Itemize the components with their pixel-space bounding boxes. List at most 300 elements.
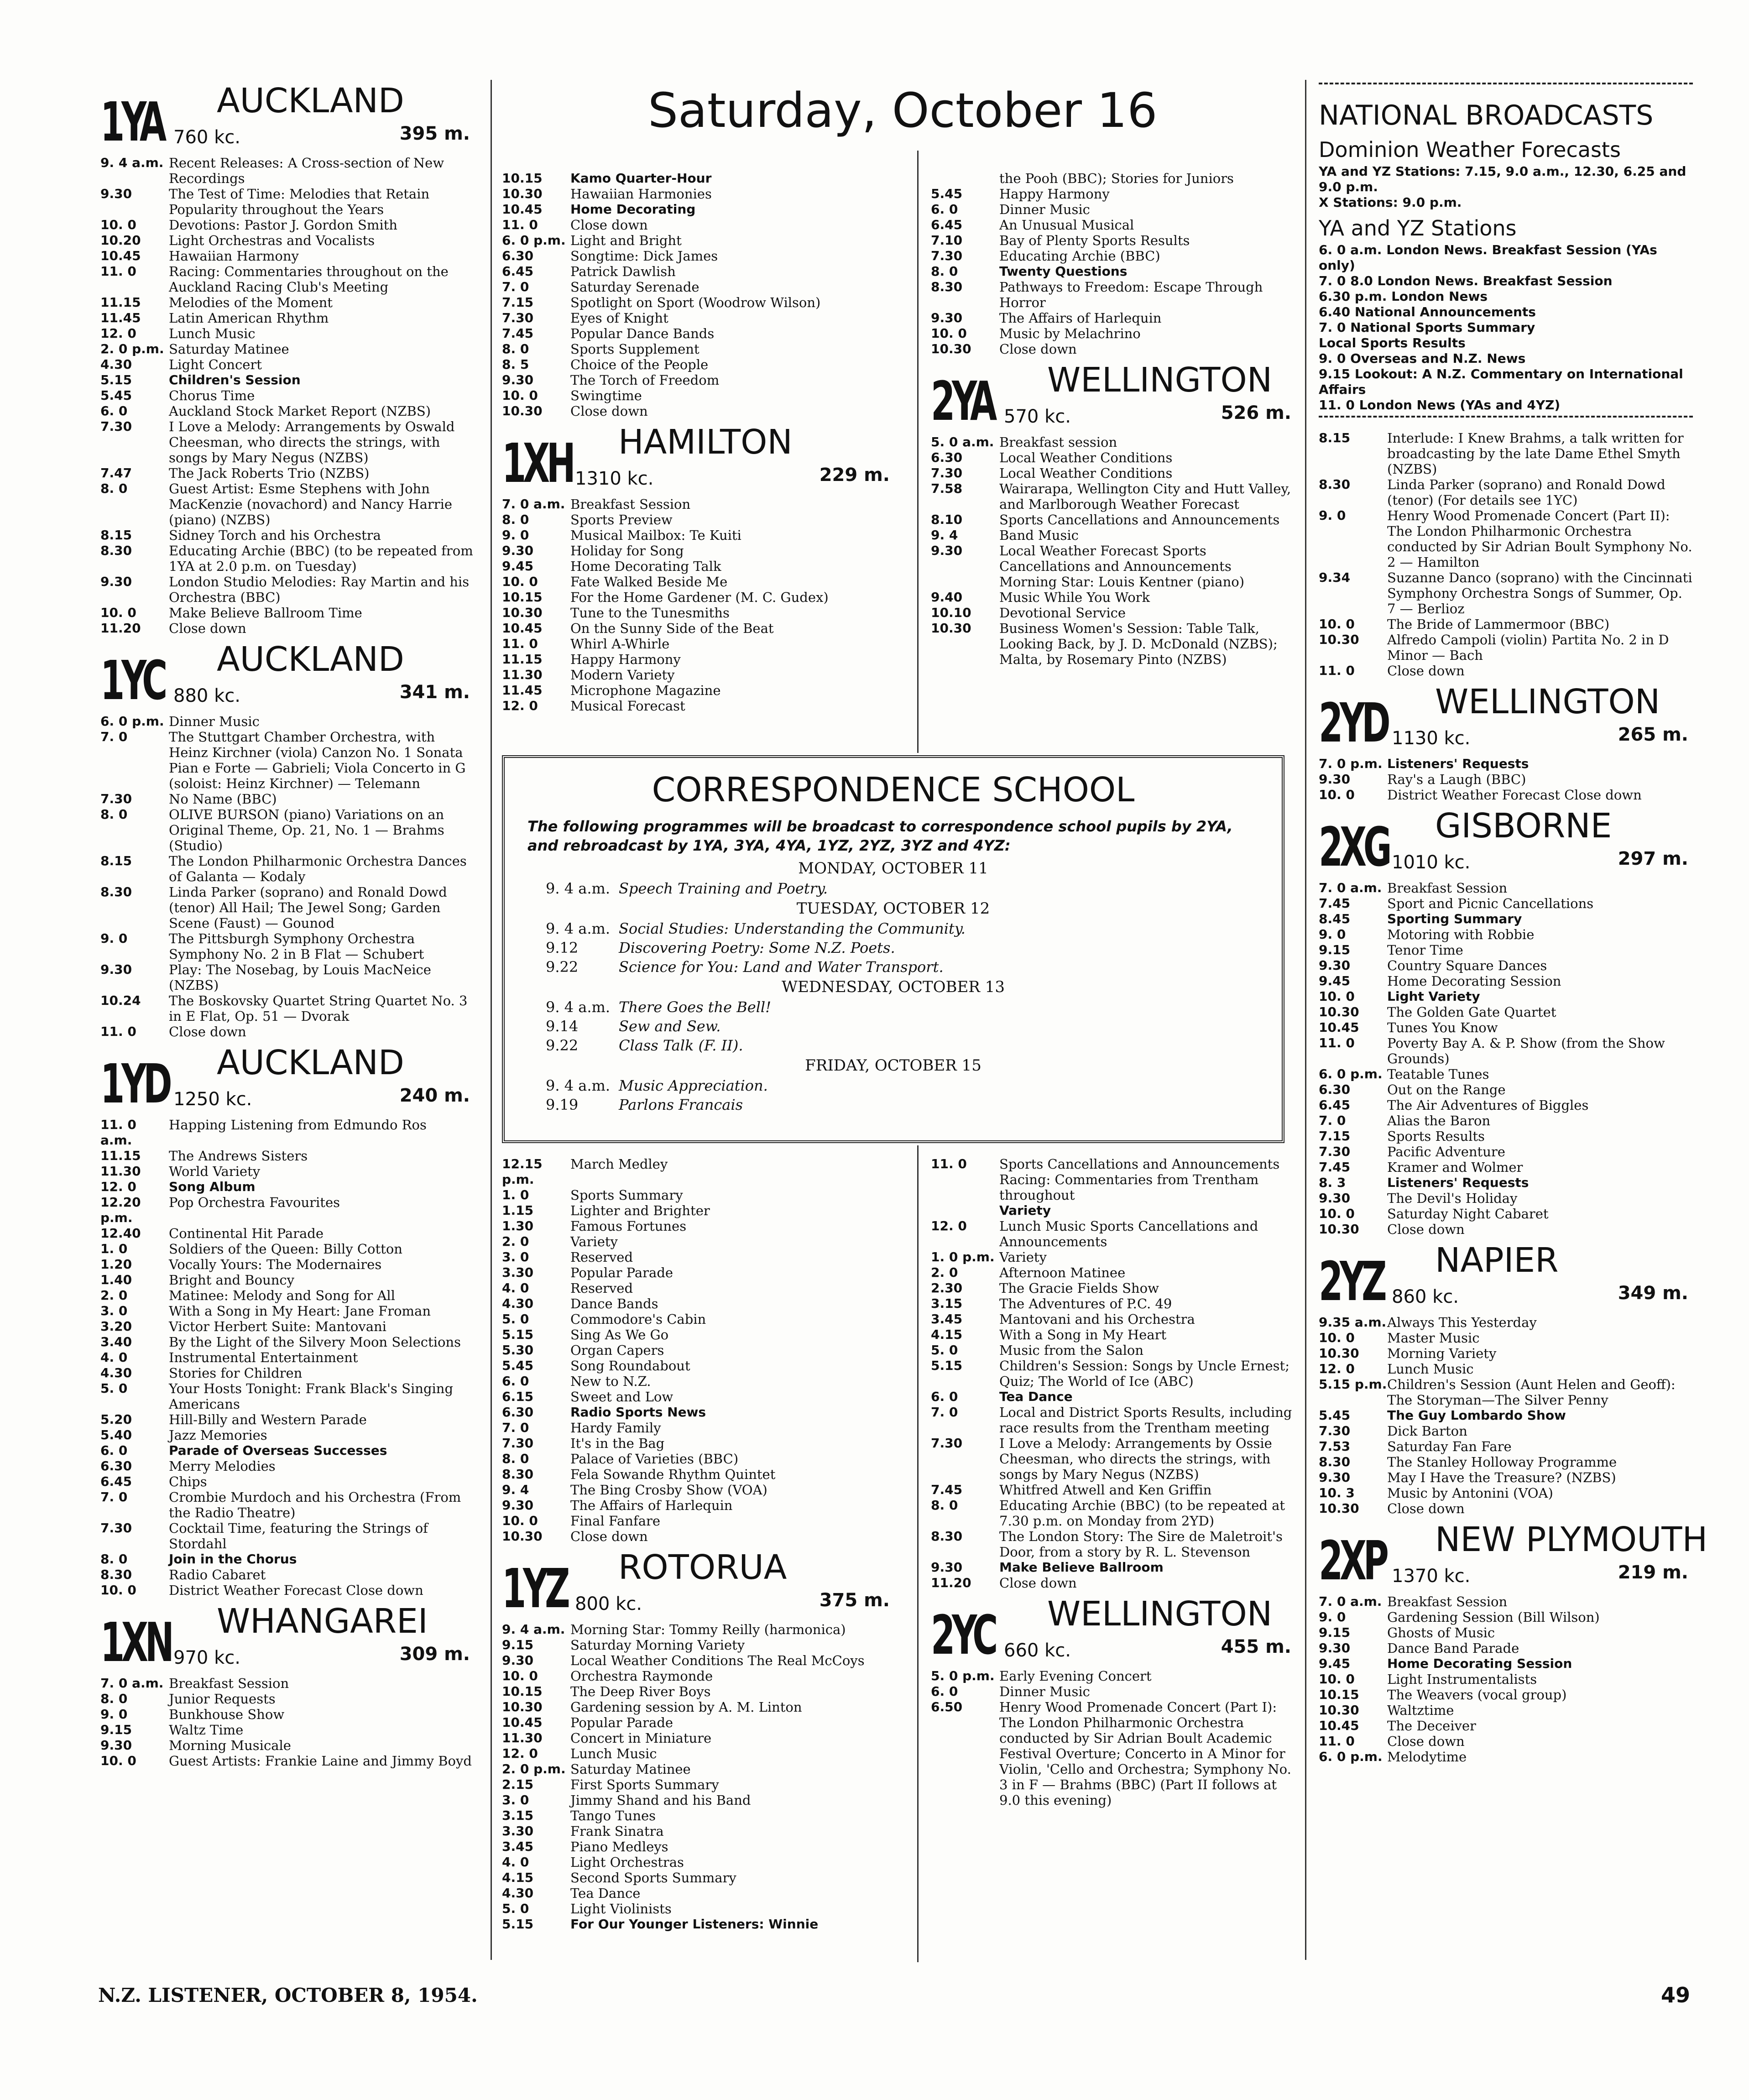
programme-time: 5.45 [931, 186, 963, 201]
correspondence-item [527, 938, 1259, 957]
programme-title: Your Hosts Tonight: Frank Black's Singing Americans [169, 1381, 454, 1412]
programme-entry [1319, 1175, 1693, 1191]
zigzag-rule [1319, 83, 1693, 91]
programme-entry [502, 1917, 894, 1932]
programme-entry [100, 714, 475, 729]
station-frequency: 1130 kc. [1392, 727, 1471, 749]
programme-entry [931, 310, 1296, 326]
programme-time: 9. 4 [502, 1482, 529, 1497]
programme-entry [1319, 772, 1693, 787]
programme-time: 7.30 [1319, 1144, 1351, 1159]
programme-title: Home Decorating Session [1387, 1656, 1572, 1671]
programme-title: Dance Bands [570, 1296, 658, 1311]
programme-entry [100, 1334, 475, 1350]
programme-title: Patrick Dawlish [570, 264, 676, 279]
programme-entry [502, 1358, 894, 1374]
programme-time: 9.45 [1319, 1656, 1351, 1671]
programme-time: 6. 0 [931, 1684, 958, 1699]
programme-time: 8.30 [931, 1529, 963, 1544]
programme-time: 10.30 [1319, 1702, 1359, 1718]
programme-title: March Medley [570, 1156, 668, 1172]
programme-time: 10. 0 [931, 326, 967, 341]
programme-entry [1319, 927, 1693, 942]
programme-entry [502, 1218, 894, 1234]
programme-entry [502, 1699, 894, 1715]
programme-title: Bunkhouse Show [169, 1707, 285, 1722]
programme-time: 3.40 [100, 1334, 132, 1349]
programme-time: 6. 0 p.m. [1319, 1749, 1383, 1764]
programme-entry [502, 186, 894, 202]
programme-entry [1319, 477, 1693, 508]
correspondence-school-box [502, 755, 1284, 1143]
programme-title: Guest Artists: Frankie Laine and Jimmy Boyd [169, 1753, 472, 1769]
programme-title: Close down [999, 341, 1077, 357]
programme-time [931, 171, 999, 186]
programme-entry [931, 1280, 1296, 1296]
programme-entry [1319, 1206, 1693, 1222]
programme-time: 10.45 [502, 1715, 543, 1730]
programme-time: 5.45 [1319, 1407, 1351, 1423]
programme-title: Lunch Music [1387, 1361, 1474, 1377]
programme-title: Spotlight on Sport (Woodrow Wilson) [570, 295, 821, 310]
programme-entry [931, 621, 1296, 667]
programme-time: 10. 0 [1319, 1330, 1355, 1345]
correspondence-time: 9.22 [546, 958, 579, 976]
programme-title: May I Have the Treasure? (NZBS) [1387, 1469, 1616, 1485]
programme-time: 3.15 [502, 1808, 534, 1823]
station-call-sign: 2XG [1319, 815, 1389, 878]
programme-entry [502, 1808, 894, 1823]
programme-time: 9.15 [502, 1637, 534, 1652]
programme-time: 1. 0 [100, 1241, 128, 1256]
programme-title: Local and District Sports Results, including race results from the Trentham meeting [999, 1405, 1292, 1436]
programme-entry [502, 543, 894, 559]
station-call-sign: 1YA [100, 90, 163, 153]
station-frequency: 970 kc. [173, 1647, 240, 1668]
programme-title: Chorus Time [169, 388, 255, 403]
programme-time: 8. 0 [100, 807, 128, 822]
programme-title: Sidney Torch and his Orchestra [169, 528, 381, 543]
programme-entry [502, 528, 894, 543]
programme-entry [502, 1420, 894, 1436]
programme-title: Tea Dance [999, 1389, 1073, 1404]
station-wavelength: 526 m. [1221, 402, 1291, 423]
programme-title: Song Roundabout [570, 1358, 690, 1374]
programme-entry [502, 310, 894, 326]
station-frequency: 760 kc. [173, 127, 240, 148]
programme-entry [1319, 616, 1693, 632]
programme-time: 7.30 [931, 248, 963, 263]
station-frequency: 860 kc. [1392, 1286, 1459, 1307]
programme-time: 7.47 [100, 465, 132, 481]
programme-title: Songtime: Dick James [570, 248, 718, 264]
programme-time: 10. 0 [1319, 1671, 1355, 1687]
programme-time: 6.30 [1319, 1081, 1351, 1097]
programme-title: Saturday Night Cabaret [1387, 1206, 1549, 1222]
programme-entry [502, 1730, 894, 1746]
programme-entry [502, 1777, 894, 1792]
programme-time: 7. 0 a.m. [100, 1676, 164, 1691]
programme-title: Master Music [1387, 1330, 1480, 1346]
programme-title: Jazz Memories [169, 1427, 267, 1443]
programme-title: Microphone Magazine [570, 683, 721, 698]
programme-entry [100, 1272, 475, 1288]
programme-entry [931, 1265, 1296, 1280]
station-block [100, 1604, 475, 1769]
station-call-sign: 2YA [931, 370, 994, 433]
programme-time [931, 1203, 999, 1218]
programme-title: I Love a Melody: Arrangements by Ossie Cheesman, who directs the strings, with songs by Mary Negus (NZBS) [999, 1436, 1272, 1482]
programme-time: 12. 0 [1319, 1361, 1355, 1376]
programme-title: Close down [1387, 663, 1465, 679]
programme-entry [931, 1249, 1296, 1265]
programme-entry [502, 698, 894, 714]
correspondence-time: 9. 4 a.m. [546, 998, 610, 1016]
programme-time: 8.15 [1319, 430, 1351, 445]
programme-time: 3.30 [502, 1823, 534, 1839]
programme-time: 5.15 [100, 372, 132, 387]
programme-title: Close down [999, 1575, 1077, 1591]
programme-title: Variety [999, 1203, 1051, 1218]
programme-title: Happy Harmony [570, 652, 681, 667]
programme-time: 5.15 [931, 1358, 963, 1373]
programme-title: District Weather Forecast Close down [1387, 787, 1642, 803]
programme-title: Musical Forecast [570, 698, 685, 714]
programme-title: Sports Cancellations and Announcements [999, 1156, 1280, 1172]
programme-time: 6. 0 [100, 1443, 128, 1458]
programme-title: Racing: Commentaries throughout on the Auckland Racing Club's Meeting [169, 264, 449, 295]
programme-time: 9.15 [100, 1722, 132, 1737]
programme-time: 8. 0 [931, 264, 958, 279]
programme-title: World Variety [169, 1164, 261, 1179]
programme-time: 8. 0 [502, 512, 529, 527]
programme-title: Light Orchestras [570, 1854, 684, 1870]
programme-entry [1319, 989, 1693, 1004]
programme-time: 10. 0 [100, 605, 136, 620]
programme-entry [1319, 1640, 1693, 1656]
programme-title: The Bride of Lammermoor (BBC) [1387, 616, 1610, 632]
programme-entry [931, 590, 1296, 605]
programme-entry [100, 1117, 475, 1148]
programme-time: 7. 0 [1319, 1113, 1346, 1128]
station-header [931, 360, 1296, 433]
programme-entry [502, 372, 894, 388]
programme-entry [100, 1707, 475, 1722]
programme-title: Jimmy Shand and his Band [570, 1792, 751, 1808]
programme-time: 7.30 [100, 1520, 132, 1536]
programme-time: 10. 0 [100, 1583, 136, 1598]
programme-time: 7.15 [502, 295, 534, 310]
programme-title: Reserved [570, 1249, 633, 1265]
programme-entry [502, 1436, 894, 1451]
programme-time: 5.30 [502, 1343, 534, 1358]
programme-title: Morning Star: Louis Kentner (piano) [999, 574, 1245, 590]
programme-time: 6. 0 [931, 1389, 958, 1404]
programme-title: The Golden Gate Quartet [1387, 1004, 1556, 1020]
programme-title: Waltztime [1387, 1702, 1454, 1718]
programme-title: Junior Requests [169, 1691, 276, 1707]
programme-title: Morning Variety [1387, 1345, 1497, 1361]
programme-title: Merry Melodies [169, 1458, 276, 1474]
station-city: ROTORUA [618, 1548, 787, 1587]
programme-time: 11. 0 [502, 217, 538, 232]
programme-entry [931, 465, 1296, 481]
programme-entry [100, 1226, 475, 1241]
programme-title: Tune to the Tunesmiths [570, 605, 730, 621]
programme-time: 6.30 [100, 1458, 132, 1473]
programme-time: 4.30 [502, 1296, 534, 1311]
programme-title: Second Sports Summary [570, 1870, 736, 1886]
programme-entry [502, 1187, 894, 1203]
programme-time: 6.45 [502, 264, 534, 279]
station-call-sign: 1YD [100, 1052, 169, 1115]
programme-time: 7. 0 [502, 279, 529, 294]
programme-title: Sports Summary [570, 1187, 683, 1203]
programme-title: Dinner Music [999, 1684, 1090, 1699]
footer-issue: N.Z. LISTENER, OCTOBER 8, 1954. [98, 1984, 478, 2006]
programme-time: 10.30 [502, 1699, 543, 1714]
station-call-sign: 1YZ [502, 1557, 567, 1620]
programme-time: 2. 0 [100, 1288, 128, 1303]
programme-entry [1319, 430, 1693, 477]
programme-title: The Stanley Holloway Programme [1387, 1454, 1617, 1470]
programme-time: 12.40 [100, 1226, 141, 1241]
column-rule [491, 80, 492, 1960]
programme-time: 10. 0 [502, 388, 538, 403]
programme-entry [502, 652, 894, 667]
programme-title: With a Song in My Heart [999, 1327, 1167, 1343]
programme-title: Bright and Bouncy [169, 1272, 295, 1288]
programme-time: 7.30 [100, 419, 132, 434]
programme-time: 1.15 [502, 1203, 534, 1218]
programme-title: The Deep River Boys [570, 1684, 711, 1699]
programme-entry [502, 1792, 894, 1808]
programme-time: 7.30 [502, 1436, 534, 1451]
programme-title: Hawaiian Harmony [169, 248, 299, 264]
programme-title: Frank Sinatra [570, 1823, 664, 1839]
programme-entry [1319, 1222, 1693, 1237]
programme-entry [1319, 1315, 1693, 1330]
programme-entry [502, 1823, 894, 1839]
programme-title: Educating Archie (BBC) (to be repeated from 1YA at 2.0 p.m. on Tuesday) [169, 543, 473, 574]
programme-time: 10.45 [100, 248, 141, 263]
correspondence-programme: There Goes the Bell! [619, 998, 772, 1016]
programme-title: Afternoon Matinee [999, 1265, 1126, 1280]
programme-title: Close down [1387, 1221, 1465, 1237]
programme-entry [100, 1365, 475, 1381]
programme-entry [502, 1870, 894, 1886]
programme-entry [1319, 1501, 1693, 1516]
programme-time: 8. 0 [100, 481, 128, 496]
programme-time: 1.40 [100, 1272, 132, 1287]
programme-entry [931, 434, 1296, 450]
programme-time: 6.50 [931, 1699, 963, 1714]
programme-entry [931, 1172, 1296, 1203]
programme-time: 8.45 [1319, 911, 1351, 926]
programme-title: Music While You Work [999, 590, 1150, 605]
programme-entry [931, 1482, 1296, 1498]
programme-time: 11.30 [100, 1164, 141, 1179]
programme-title: Melodytime [1387, 1749, 1467, 1765]
station-frequency: 1370 kc. [1392, 1565, 1471, 1587]
programme-title: Suzanne Danco (soprano) with the Cincinnati Symphony Orchestra Songs of Summer, Op. 7 — Berlioz [1387, 569, 1692, 616]
national-item: 9. 0 Overseas and N.Z. News [1319, 350, 1526, 366]
programme-entry [502, 1886, 894, 1901]
column-1 [100, 78, 475, 1769]
programme-entry [100, 1691, 475, 1707]
programme-time: 11.20 [931, 1575, 971, 1590]
station-header [931, 1594, 1296, 1666]
programme-title: Lunch Music Sports Cancellations and Announcements [999, 1218, 1258, 1249]
programme-title: Commodore's Cabin [570, 1311, 706, 1327]
programme-time: 9.30 [1319, 957, 1351, 973]
station-block [931, 171, 1296, 357]
programme-entry [931, 1498, 1296, 1529]
programme-time: 7.45 [1319, 895, 1351, 911]
station-block [502, 1156, 894, 1544]
programme-entry [502, 1513, 894, 1529]
national-item: Local Sports Results [1319, 335, 1466, 350]
programme-time: 3.20 [100, 1319, 132, 1334]
programme-entry [100, 791, 475, 807]
programme-title: District Weather Forecast Close down [169, 1583, 423, 1598]
programme-title: Close down [1387, 1733, 1465, 1749]
programme-time: 3. 0 [100, 1303, 128, 1318]
programme-title: Breakfast Session [570, 496, 691, 512]
programme-entry [100, 1489, 475, 1520]
programme-title: Musical Mailbox: Te Kuiti [570, 528, 741, 543]
programme-title: Guest Artist: Esme Stephens with John MacKenzie (novachord) and Nancy Harrie (piano) (NZBS) [169, 481, 453, 528]
programme-entry [931, 217, 1296, 233]
programme-time: 8.30 [100, 543, 132, 558]
programme-entry [931, 1529, 1296, 1560]
programme-time: 7. 0 a.m. [1319, 1593, 1382, 1609]
programme-entry [100, 1148, 475, 1164]
programme-title: Ray's a Laugh (BBC) [1387, 771, 1526, 787]
programme-entry [1319, 1470, 1693, 1485]
programme-time: 5. 0 p.m. [931, 1668, 995, 1683]
programme-time: 9.30 [502, 1498, 534, 1513]
programme-time: 6.30 [502, 248, 534, 263]
programme-time: 5.15 p.m. [1319, 1376, 1387, 1392]
programme-title: Fate Walked Beside Me [570, 574, 728, 590]
programme-time: 9.30 [1319, 1190, 1351, 1206]
programme-entry [931, 528, 1296, 543]
programme-entry [502, 512, 894, 528]
station-wavelength: 219 m. [1618, 1562, 1688, 1583]
programme-time: 6. 0 [502, 1374, 529, 1389]
programme-entry [100, 1288, 475, 1303]
programme-title: Radio Cabaret [169, 1567, 266, 1583]
station-city: WELLINGTON [1047, 1594, 1273, 1634]
correspondence-title: CORRESPONDENCE SCHOOL [652, 770, 1135, 810]
national-title: NATIONAL BROADCASTS [1319, 99, 1654, 131]
programme-title: Early Evening Concert [999, 1668, 1152, 1684]
programme-entry [502, 1203, 894, 1218]
programme-entry [502, 1684, 894, 1699]
programme-title: New to N.Z. [570, 1374, 651, 1389]
programme-time: 5.45 [100, 388, 132, 403]
programme-time: 11. 0 a.m. [100, 1117, 136, 1148]
correspondence-days [527, 858, 1259, 1114]
national-item: 7. 0 National Sports Summary [1319, 319, 1535, 335]
programme-time: 4.30 [100, 357, 132, 372]
programme-title: First Sports Summary [570, 1777, 719, 1792]
programme-time: 10.30 [502, 403, 543, 418]
programme-entry [100, 1195, 475, 1226]
programme-time: 10.20 [100, 233, 141, 248]
programme-entry [100, 1738, 475, 1753]
station-frequency: 660 kc. [1004, 1640, 1071, 1661]
programme-time: 2. 0 p.m. [100, 341, 164, 356]
programme-entry [100, 217, 475, 233]
station-frequency: 570 kc. [1004, 406, 1071, 427]
correspondence-programme: Discovering Poetry: Some N.Z. Poets. [619, 939, 895, 957]
programme-entry [100, 605, 475, 621]
station-wavelength: 455 m. [1221, 1636, 1291, 1657]
programme-time: 11. 0 [1319, 663, 1355, 678]
programme-entry [100, 1257, 475, 1272]
programme-entry [100, 931, 475, 962]
programme-title: Hill-Billy and Western Parade [169, 1412, 367, 1427]
programme-time: 11.30 [502, 1730, 543, 1745]
programme-title: Recent Releases: A Cross-section of New Recordings [169, 155, 444, 186]
programme-time: 1.20 [100, 1257, 132, 1272]
programme-time: 11.45 [502, 683, 543, 698]
programme-title: Local Weather Forecast Sports Cancellations and Announcements [999, 543, 1232, 574]
programme-title: Victor Herbert Suite: Mantovani [169, 1319, 386, 1334]
programme-time: 4.15 [502, 1870, 534, 1885]
programme-entry [1319, 632, 1693, 663]
programme-entry [100, 1474, 475, 1489]
programme-entry [1319, 1594, 1693, 1609]
station-wavelength: 297 m. [1618, 848, 1688, 869]
station-header [1319, 1520, 1708, 1592]
correspondence-time: 9.19 [546, 1096, 579, 1114]
programme-time: 6.45 [1319, 1097, 1351, 1113]
programme-title: Children's Session: Songs by Uncle Ernest; Quiz; The World of Ice (ABC) [999, 1358, 1290, 1389]
station-city: HAMILTON [618, 423, 793, 462]
programme-title: Lunch Music [169, 326, 256, 341]
programme-time: 7. 0 a.m. [502, 496, 565, 512]
programme-time: 5. 0 [931, 1343, 958, 1358]
programme-entry [1319, 880, 1693, 896]
correspondence-item [527, 1095, 1259, 1114]
programme-entry [931, 1405, 1296, 1436]
programme-title: Holiday for Song [570, 543, 684, 559]
programme-time: 11.15 [502, 652, 543, 667]
correspondence-time: 9. 4 a.m. [546, 880, 610, 898]
programme-title: Eyes of Knight [570, 310, 668, 326]
programme-time [931, 574, 999, 590]
programme-time: 11.15 [100, 295, 141, 310]
programme-entry [100, 962, 475, 993]
programme-entry [100, 481, 475, 528]
programme-title: Gardening Session (Bill Wilson) [1387, 1609, 1600, 1625]
station-block [931, 1156, 1296, 1591]
programme-title: Stories for Children [169, 1365, 303, 1381]
station-block [1319, 806, 1693, 1237]
programme-time: 10.24 [100, 993, 141, 1008]
programme-entry [100, 1241, 475, 1257]
programme-time: 9.30 [100, 574, 132, 589]
programme-entry [502, 1901, 894, 1917]
programme-entry [1319, 1128, 1693, 1144]
programme-title: Hardy Family [570, 1420, 661, 1436]
programme-title: No Name (BBC) [169, 791, 277, 807]
programme-title: Band Music [999, 528, 1079, 543]
programme-title: Melodies of the Moment [169, 295, 333, 310]
